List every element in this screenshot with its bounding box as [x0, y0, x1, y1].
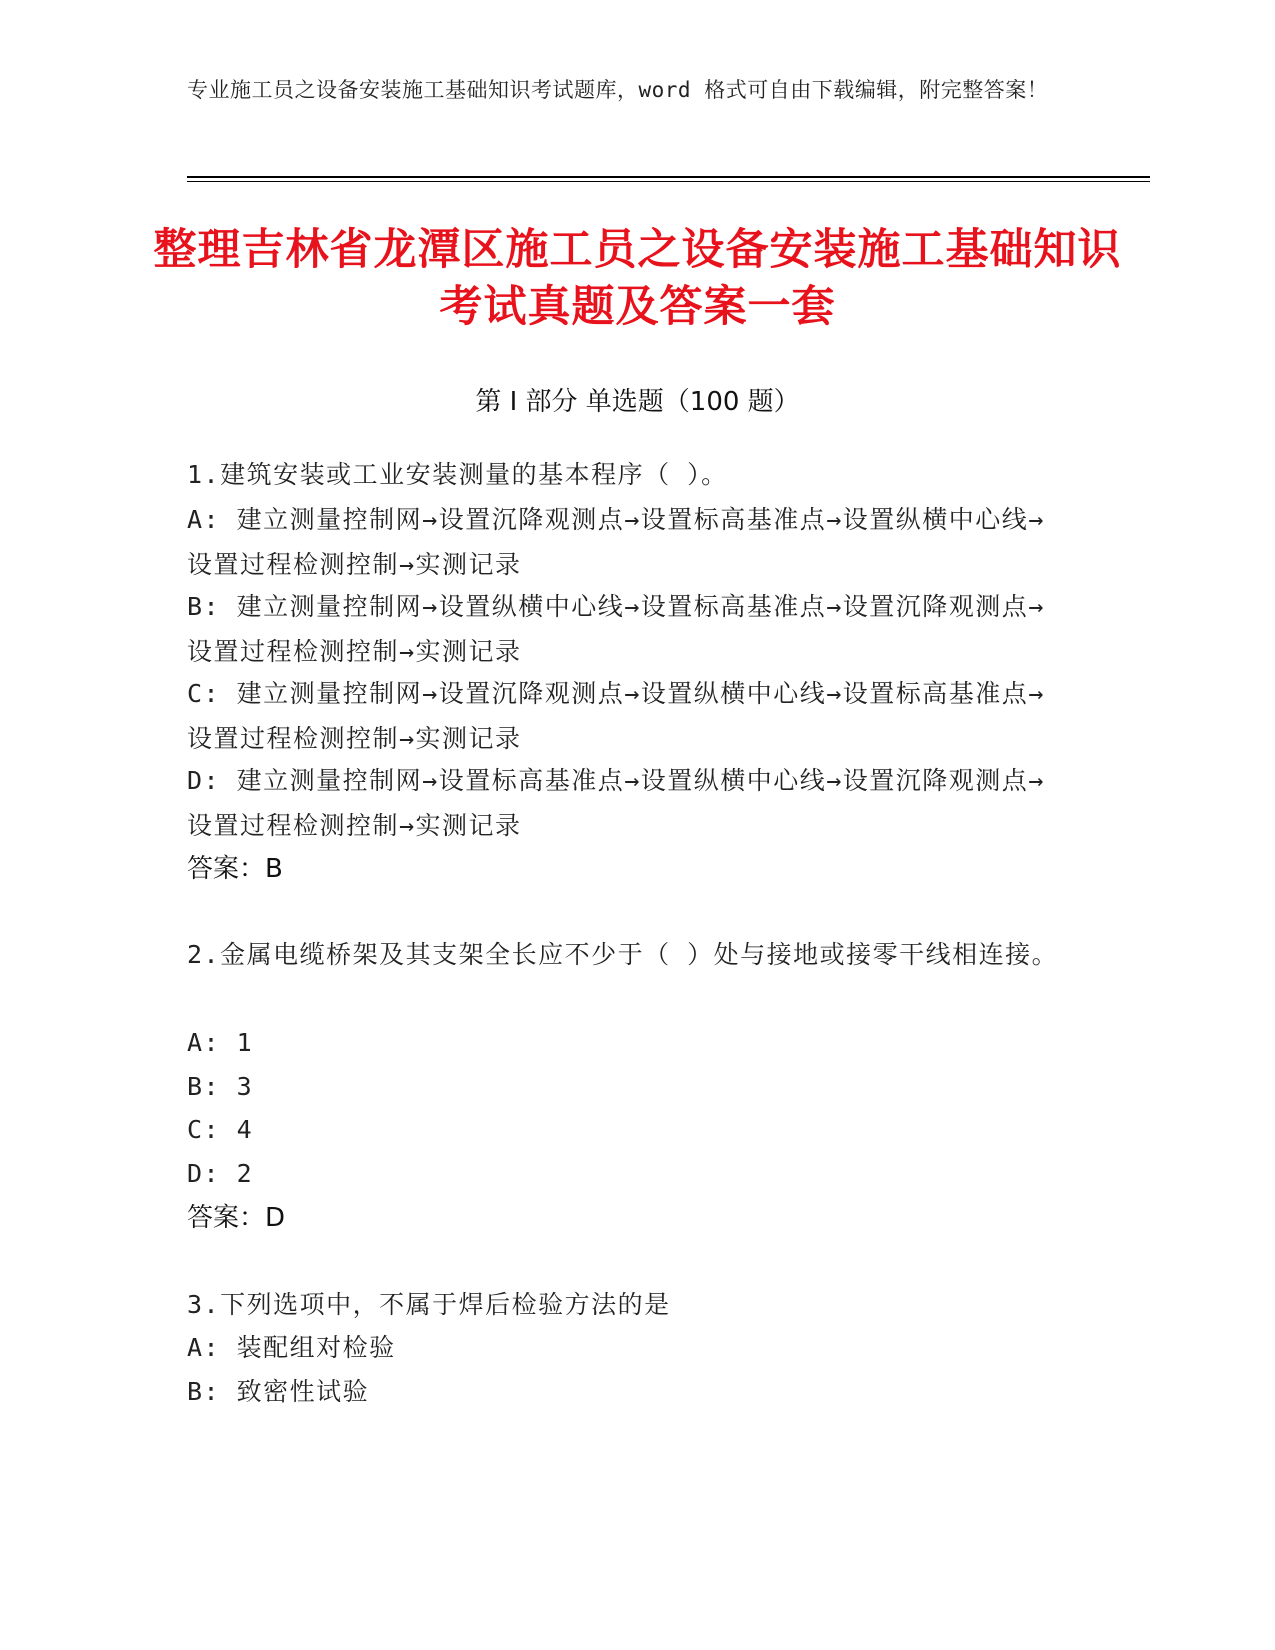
document-title: 整理吉林省龙潭区施工员之设备安装施工基础知识考试真题及答案一套: [153, 225, 1122, 332]
question-1-answer: 答案：B: [187, 854, 283, 884]
question-1-stem: 1.建筑安装或工业安装测量的基本程序（ ）。: [187, 460, 728, 489]
question-3-option-a: A: 装配组对检验: [187, 1333, 396, 1362]
question-2-stem: 2.金属电缆桥架及其支架全长应不少于（ ）处与接地或接零干线相连接。: [187, 940, 1059, 969]
section-title: 第 I 部分 单选题（100 题）: [475, 387, 800, 417]
header-divider-thin: [187, 181, 1150, 182]
question-2-option-d: D: 2: [187, 1159, 254, 1188]
question-3-stem: 3.下列选项中，不属于焊后检验方法的是: [187, 1290, 671, 1319]
question-2-option-c: C: 4: [187, 1115, 254, 1144]
question-1-option-d: D: 建立测量控制网→设置标高基准点→设置纵横中心线→设置沉降观测点→设置过程检测控制→实测记录: [187, 766, 1045, 840]
question-1-option-a: A: 建立测量控制网→设置沉降观测点→设置标高基准点→设置纵横中心线→设置过程检测控制→实测记录: [187, 505, 1045, 579]
question-2-answer: 答案：D: [187, 1203, 286, 1233]
question-2-option-a: A: 1: [187, 1028, 254, 1057]
question-1-option-b: B: 建立测量控制网→设置纵横中心线→设置标高基准点→设置沉降观测点→设置过程检测控制→实测记录: [187, 592, 1045, 666]
question-2-option-b: B: 3: [187, 1072, 254, 1101]
header-note: 专业施工员之设备安装施工基础知识考试题库，word 格式可自由下载编辑，附完整答案！: [187, 78, 1049, 102]
header-divider-thick: [187, 176, 1150, 178]
question-3-option-b: B: 致密性试验: [187, 1377, 370, 1406]
question-1-option-c: C: 建立测量控制网→设置沉降观测点→设置纵横中心线→设置标高基准点→设置过程检测控制→实测记录: [187, 679, 1045, 753]
